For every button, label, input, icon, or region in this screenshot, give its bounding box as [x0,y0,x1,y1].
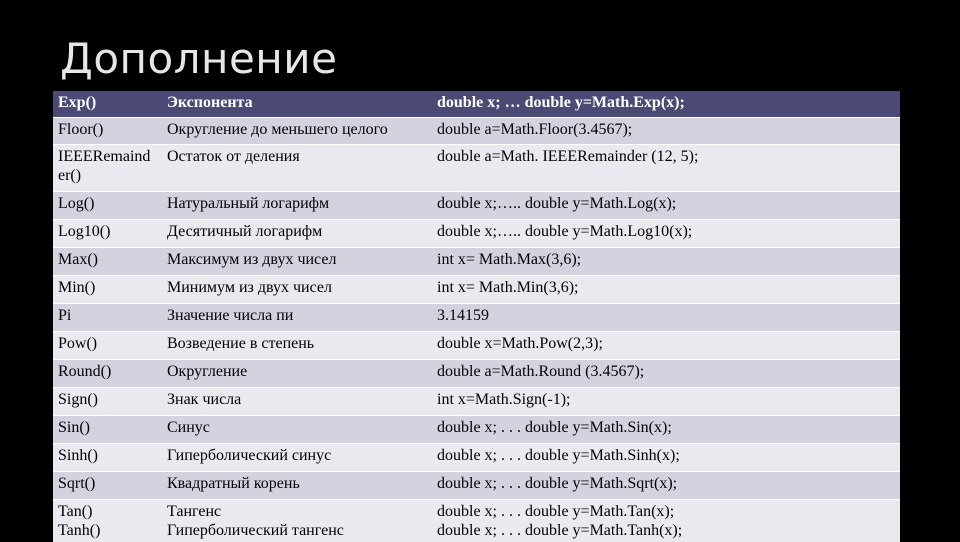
cell-description: Максимум из двух чисел [162,248,432,276]
table-row [53,145,900,192]
cell-example: int x=Math.Sign(-1); [432,388,900,416]
cell-example: double a=Math.Round (3.4567); [432,360,900,388]
cell-example: double a=Math. IEEERemainder (12, 5); [432,145,900,192]
table-row [53,220,900,248]
cell-example [432,500,900,542]
cell-function-name: Max() [53,248,162,276]
function-name-line: Tan() [58,502,157,521]
cell-function-name: Sinh() [53,444,162,472]
cell-function-name: Sqrt() [53,472,162,500]
cell-function-name: Min() [53,276,162,304]
cell-example: double x; . . . double y=Math.Sqrt(x); [432,472,900,500]
cell-example: double x; . . . double y=Math.Sin(x); [432,416,900,444]
slide-title: Дополнение [60,38,337,80]
cell-description: Квадратный корень [162,472,432,500]
cell-description: Округление до меньшего целого [162,118,432,145]
cell-function-name: Floor() [53,118,162,145]
cell-description: Возведение в степень [162,332,432,360]
cell-example: double x=Math.Pow(2,3); [432,332,900,360]
table-header-row [53,91,900,118]
cell-function-name: Pow() [53,332,162,360]
table-row [53,500,900,542]
cell-example: double a=Math.Floor(3.4567); [432,118,900,145]
table-row [53,416,900,444]
cell-function-name: Log() [53,192,162,220]
cell-example: double x;….. double y=Math.Log(x); [432,192,900,220]
cell-function-name: Pi [53,304,162,332]
cell-description [162,500,432,542]
description-line: Тангенс [167,502,427,521]
cell-function-name: Exp() [53,91,162,118]
table-row [53,276,900,304]
cell-function-name: Log10() [53,220,162,248]
cell-description: Гиперболический синус [162,444,432,472]
table-row [53,444,900,472]
cell-description: Минимум из двух чисел [162,276,432,304]
table-row [53,118,900,145]
cell-description: Синус [162,416,432,444]
table-row [53,192,900,220]
cell-function-name: Sign() [53,388,162,416]
cell-description: Остаток от деления [162,145,432,192]
function-name-line: Tanh() [58,521,157,540]
table-row [53,360,900,388]
example-line: double x; . . . double y=Math.Tan(x); [437,502,895,521]
cell-example: int x= Math.Min(3,6); [432,276,900,304]
cell-function-name [53,500,162,542]
example-line: double x; . . . double y=Math.Tanh(x); [437,521,895,540]
cell-function-name: Round() [53,360,162,388]
cell-description: Значение числа пи [162,304,432,332]
cell-example: double x; … double y=Math.Exp(x); [432,91,900,118]
table-row [53,472,900,500]
cell-description: Округление [162,360,432,388]
cell-description: Натуральный логарифм [162,192,432,220]
cell-description: Десятичный логарифм [162,220,432,248]
table-row [53,332,900,360]
table-row [53,248,900,276]
description-line: Гиперболический тангенс [167,521,427,540]
cell-example: double x; . . . double y=Math.Sinh(x); [432,444,900,472]
cell-example: double x;….. double y=Math.Log10(x); [432,220,900,248]
table-row [53,388,900,416]
table-row [53,304,900,332]
cell-function-name: IEEERemainder() [53,145,162,192]
cell-example: 3.14159 [432,304,900,332]
math-functions-table [53,91,900,542]
cell-function-name: Sin() [53,416,162,444]
cell-example: int x= Math.Max(3,6); [432,248,900,276]
cell-description: Знак числа [162,388,432,416]
cell-description: Экспонента [162,91,432,118]
